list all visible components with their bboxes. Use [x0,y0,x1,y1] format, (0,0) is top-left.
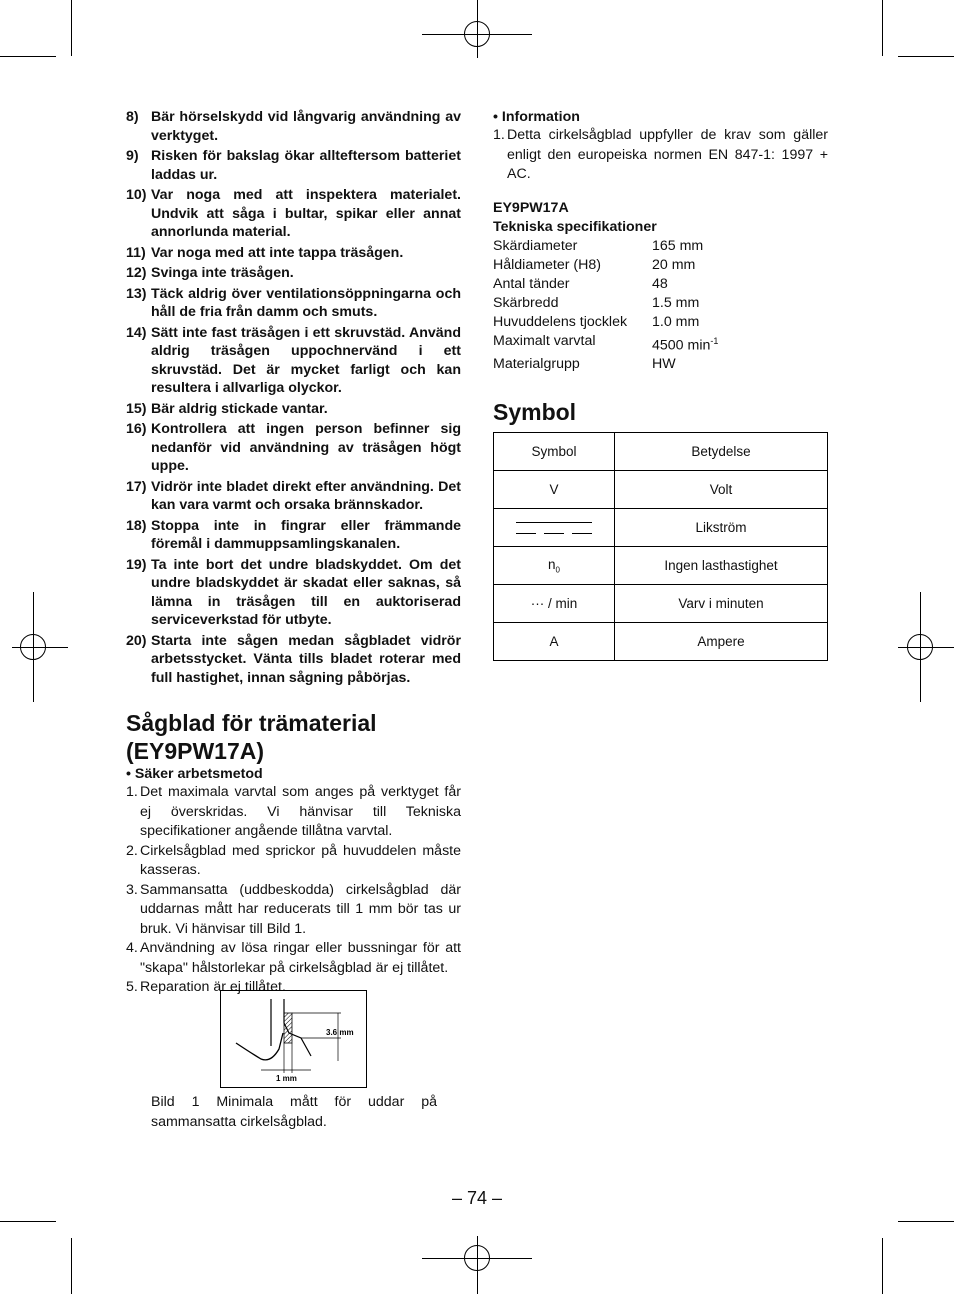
figure-1 [220,990,367,1088]
safety-rule: 17) Vidrör inte bladet direkt efter användning. Det kan vara varmt och orsaka brännskador. [126,478,461,513]
spec-row: Skärbredd 1.5 mm [493,294,700,311]
height-label: 3.6 mm [326,1028,354,1037]
dc-symbol [494,509,615,547]
symbol-title: Symbol [493,399,577,426]
safety-rule: 11) Var noga med att inte tappa träsågen. [126,244,404,261]
safety-rule: 16) Kontrollera att ingen person befinner sig nedanför vid användning av träsågen högt uppe. [126,421,461,474]
blade-item: 4. Användning av lösa ringar eller bussningar för att "skapa" hålstorlekar på cirkelsågblad är ej tillåtet. [126,940,461,976]
figure-caption: Bild 1 Minimala mått för uddar på sammansatta cirkelsågblad. [151,1094,437,1130]
safety-rule: 13) Täck aldrig över ventilationsöppningarna och håll de fria från damm och smuts. [126,285,461,320]
spec-row: Huvuddelens tjocklek 1.0 mm [493,313,700,330]
information-bullet: • Information [493,109,580,125]
symbol-table-header: Symbol Betydelse [494,433,828,471]
symbol-row: A Ampere [494,623,828,661]
symbol-row: $n_0$ Ingen lasthastighet [494,547,828,585]
information-item: 1. Detta cirkelsågblad uppfyller de krav som gäller enligt den europeiska normen EN 847-1: 1997 + AC. [493,127,828,182]
safety-rule: 19) Ta inte bort det undre bladskyddet. Om det undre bladskyddet är skadat eller saknas, så lämna in träsågen till en auktoriserad serviceverkstad för utbyte. [126,556,461,628]
safety-rule: 12) Svinga inte träsågen. [126,265,294,281]
symbol-row: V Volt [494,471,828,509]
blade-item: 5. Reparation är ej tillåtet. [126,979,286,995]
safety-rule: 15) Bär aldrig stickade vantar. [126,400,328,417]
spec-row: Skärdiameter 165 mm [493,237,704,254]
left-column [126,108,461,998]
safe-method-bullet: • Säker arbetsmetod [126,766,263,782]
width-label: 1 mm [276,1074,297,1083]
symbol-table [493,432,828,661]
blade-item: 3. Sammansatta (uddbeskodda) cirkelsågblad där uddarnas mått har reducerats till 1 mm bör tas ur bruk. Vi hänvisar till Bild 1. [126,881,461,937]
blade-tooth-diagram [221,991,366,1087]
blade-item: 2. Cirkelsågblad med sprickor på huvuddelen måste kasseras. [126,842,461,878]
page-number: – 74 – [451,1188,503,1208]
safety-rules-list [126,108,461,687]
safety-rule: 9) Risken för bakslag ökar allteftersom batteriet laddas ur. [126,148,461,183]
spec-table [493,237,828,375]
tooth-body-outline [236,1033,283,1060]
spec-row: Maximalt varvtal 4500 $\min^{-1}$ [493,332,719,354]
spec-row: Håldiameter (H8) 20 mm [493,256,696,273]
right-column [493,108,828,661]
symbol-row: Likström [494,509,828,547]
spec-model: EY9PW17A [493,199,569,216]
symbol-row: ··· / min Varv i minuten [494,585,828,623]
blade-section-title: Sågblad för trämaterial (EY9PW17A) [126,710,377,764]
spec-heading: Tekniska specifikationer [493,218,657,235]
safety-rule: 14) Sätt inte fast träsågen i ett skruvstäd. Använd aldrig träsågen uppochnervänd i ett skruvstäd. Det är mycket farligt och kan resultera i allvarliga olyckor. [126,324,461,396]
safety-rule: 18) Stoppa inte in fingrar eller främmande föremål i dammuppsamlingskanalen. [126,517,461,552]
spec-row: Antal tänder 48 [493,275,668,292]
safety-rule: 8) Bär hörselskydd vid långvarig användning av verktyget. [126,109,461,144]
carbide-tip [284,1013,292,1043]
blade-item: 1. Det maximala varvtal som anges på verktyget får ej överskridas. Vi hänvisar till Tekniska specifikationer angående tillåtna varvtal. [126,784,461,839]
blade-items-list [126,783,461,998]
safety-rule: 20) Starta inte sågen medan sågbladet vidrör arbetsstycket. Vänta tills bladet roterar med full hastighet, innan sågning påbörjas. [126,632,461,686]
safety-rule: 10) Var noga med att inspektera materialet. Undvik att såga i bultar, spikar eller annat annorlunda material. [126,187,461,240]
spec-row: Materialgrupp HW [493,356,676,373]
